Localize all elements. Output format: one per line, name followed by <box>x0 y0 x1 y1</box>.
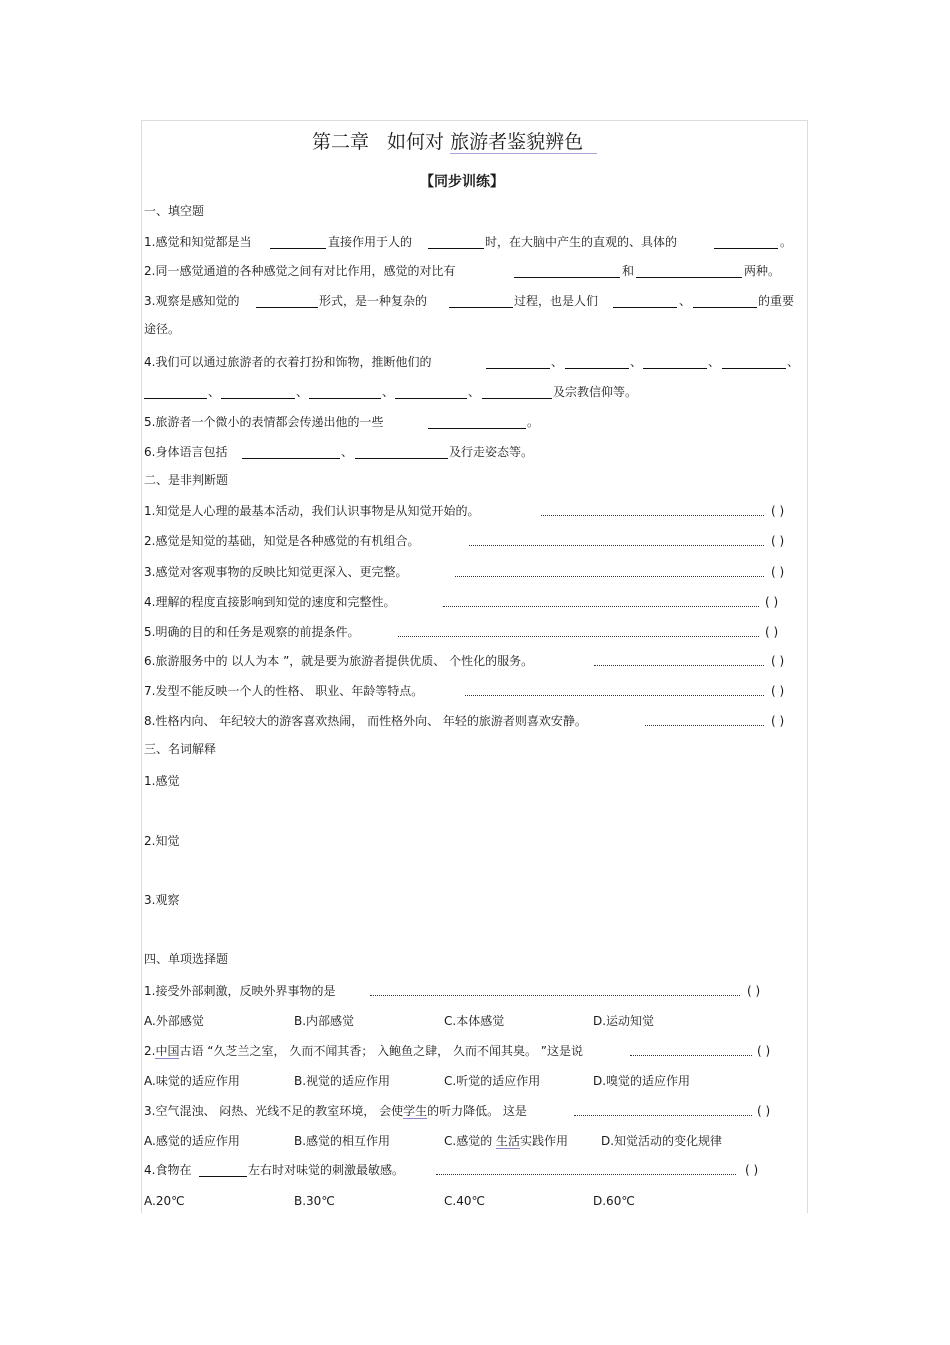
fill-q3-a: 3.观察是感知觉的 <box>144 294 240 308</box>
choice-option[interactable]: A.感觉的适应作用 <box>144 1134 240 1148</box>
answer-parentheses[interactable]: ( ) <box>745 1163 759 1177</box>
fill-q2-c: 两种。 <box>744 264 781 278</box>
answer-blank[interactable] <box>221 398 295 399</box>
answer-blank[interactable] <box>693 307 757 308</box>
choice-option[interactable]: D.嗅觉的适应作用 <box>593 1074 691 1088</box>
judge-item: 4.理解的程度直接影响到知觉的速度和完整性。 <box>144 595 396 609</box>
leader-dots <box>455 576 764 577</box>
chapter-number: 第二章 <box>312 131 370 153</box>
leader-dots <box>469 545 764 546</box>
answer-blank[interactable] <box>565 368 629 369</box>
answer-parentheses[interactable]: ( ) <box>771 684 785 698</box>
judge-item: 7.发型不能反映一个人的性格、 职业、年龄等特点。 <box>144 684 424 698</box>
judge-item: 1.知觉是人心理的最基本活动，我们认识事物是从知觉开始的。 <box>144 504 480 518</box>
choice-option[interactable] <box>444 1133 568 1149</box>
answer-blank[interactable] <box>643 368 707 369</box>
answer-blank[interactable] <box>199 1176 247 1177</box>
fill-q4-sep: 、 <box>382 385 395 399</box>
section-subtitle: 【同步训练】 <box>420 174 504 190</box>
answer-parentheses[interactable]: ( ) <box>771 654 785 668</box>
judge-item: 6.旅游服务中的 以人为本 ”，就是要为旅游者提供优质、 个性化的服务。 <box>144 654 534 668</box>
judge-item: 3.感觉对客观事物的反映比知觉更深入、更完整。 <box>144 565 408 579</box>
fill-q3-e: 的重要 <box>758 294 795 308</box>
fill-q1-a: 1.感觉和知觉都是当 <box>144 235 252 249</box>
section-heading-terms: 三、名词解释 <box>144 742 217 756</box>
choice-q1-stem: 1.接受外部刺激，反映外界事物的是 <box>144 984 336 998</box>
fill-q5-a: 5.旅游者一个微小的表情都会传递出他的一些 <box>144 415 384 429</box>
leader-dots <box>370 995 740 996</box>
choice-option[interactable]: D.60℃ <box>593 1194 635 1208</box>
judge-item: 2.感觉是知觉的基础，知觉是各种感觉的有机组合。 <box>144 534 420 548</box>
section-heading-choice: 四、单项选择题 <box>144 952 229 966</box>
choice-option[interactable]: C.本体感觉 <box>444 1014 505 1028</box>
fill-q1-d: 。 <box>780 235 793 249</box>
title-part: 如何对 <box>387 131 445 153</box>
answer-blank[interactable] <box>486 368 550 369</box>
choice-option[interactable]: B.感觉的相互作用 <box>294 1134 391 1148</box>
option-text: C.感觉的 <box>444 1134 493 1148</box>
fill-q6-a: 6.身体语言包括 <box>144 445 228 459</box>
section-heading-fill: 一、填空题 <box>144 204 205 218</box>
answer-blank[interactable] <box>613 307 677 308</box>
choice-q3-stem <box>144 1103 527 1119</box>
choice-option[interactable]: C.40℃ <box>444 1194 485 1208</box>
answer-parentheses[interactable]: ( ) <box>771 714 785 728</box>
fill-q4-sep: 、 <box>787 355 800 369</box>
fill-q3-c: 过程，也是人们 <box>514 294 599 308</box>
term-item: 1.感觉 <box>144 774 180 788</box>
question-text: 古语 “久芝兰之室， 久而不闻其香； 入鲍鱼之肆， 久而不闻其臭。 ”这是说 <box>179 1044 583 1058</box>
answer-blank[interactable] <box>636 277 742 278</box>
fill-q3-b: 形式，是一种复杂的 <box>319 294 428 308</box>
leader-dots <box>594 665 764 666</box>
fill-q4-sep: 、 <box>468 385 481 399</box>
leader-dots <box>541 515 764 516</box>
answer-parentheses[interactable]: ( ) <box>765 625 779 639</box>
section-heading-judge: 二、是非判断题 <box>144 473 229 487</box>
answer-blank[interactable] <box>256 307 318 308</box>
answer-parentheses[interactable]: ( ) <box>757 1104 771 1118</box>
fill-q4-end: 及宗教信仰等。 <box>553 385 638 399</box>
answer-blank[interactable] <box>355 458 448 459</box>
fill-q4-sep: 、 <box>708 355 721 369</box>
leader-dots <box>645 725 764 726</box>
fill-q5-b: 。 <box>527 415 540 429</box>
answer-blank[interactable] <box>428 428 526 429</box>
chapter-title <box>312 130 597 154</box>
choice-q4-a: 4.食物在 <box>144 1163 192 1177</box>
leader-dots <box>398 636 759 637</box>
choice-option[interactable]: A.外部感觉 <box>144 1014 204 1028</box>
fill-q4-a: 4.我们可以通过旅游者的衣着打扮和饰物，推断他们的 <box>144 355 432 369</box>
fill-q3-sep: 、 <box>679 294 692 308</box>
leader-dots <box>630 1055 752 1056</box>
fill-q3-f: 途径。 <box>144 322 181 336</box>
answer-blank[interactable] <box>722 368 786 369</box>
fill-q2-b: 和 <box>622 264 635 278</box>
fill-q4-sep: 、 <box>630 355 643 369</box>
judge-item: 8.性格内向、 年纪较大的游客喜欢热闹， 而性格外向、 年轻的旅游者则喜欢安静。 <box>144 714 587 728</box>
fill-q1-c: 时，在大脑中产生的直观的、具体的 <box>485 235 678 249</box>
leader-dots <box>574 1115 752 1116</box>
choice-option[interactable]: B.内部感觉 <box>294 1014 355 1028</box>
answer-parentheses[interactable]: ( ) <box>771 534 785 548</box>
fill-q1-b: 直接作用于人的 <box>328 235 413 249</box>
fill-q2-a: 2.同一感觉通道的各种感觉之间有对比作用，感觉的对比有 <box>144 264 456 278</box>
answer-blank[interactable] <box>144 398 207 399</box>
underlined-word: 中国 <box>155 1044 180 1058</box>
answer-parentheses[interactable]: ( ) <box>747 984 761 998</box>
leader-dots <box>443 606 759 607</box>
fill-q4-sep: 、 <box>208 385 221 399</box>
question-number: 2. <box>144 1044 156 1058</box>
option-text: 实践作用 <box>520 1134 569 1148</box>
choice-q2-stem <box>144 1043 583 1059</box>
fill-q4-sep: 、 <box>551 355 564 369</box>
fill-q6-c: 及行走姿态等。 <box>449 445 534 459</box>
answer-blank[interactable] <box>309 398 381 399</box>
choice-option[interactable]: B.30℃ <box>294 1194 335 1208</box>
answer-blank[interactable] <box>514 277 620 278</box>
term-item: 2.知觉 <box>144 834 180 848</box>
underlined-word: 生活 <box>496 1134 521 1148</box>
title-underlined: 旅游者鉴貌辨色 <box>450 131 597 154</box>
answer-blank[interactable] <box>395 398 467 399</box>
answer-parentheses[interactable]: ( ) <box>765 595 779 609</box>
answer-parentheses[interactable]: ( ) <box>771 504 785 518</box>
choice-option[interactable]: B.视觉的适应作用 <box>294 1074 391 1088</box>
underlined-word: 学生 <box>403 1104 428 1118</box>
answer-blank[interactable] <box>428 248 484 249</box>
term-item: 3.观察 <box>144 893 180 907</box>
choice-option[interactable]: A.20℃ <box>144 1194 185 1208</box>
judge-item: 5.明确的目的和任务是观察的前提条件。 <box>144 625 360 639</box>
fill-q4-sep: 、 <box>296 385 309 399</box>
leader-dots <box>436 1174 736 1175</box>
question-text: 3.空气混浊、 闷热、光线不足的教室环境， 会使 <box>144 1104 404 1118</box>
choice-option[interactable]: D.知觉活动的变化规律 <box>601 1134 723 1148</box>
choice-option[interactable]: D.运动知觉 <box>593 1014 655 1028</box>
answer-blank[interactable] <box>714 248 778 249</box>
answer-parentheses[interactable]: ( ) <box>757 1044 771 1058</box>
answer-blank[interactable] <box>270 248 326 249</box>
choice-option[interactable]: C.听觉的适应作用 <box>444 1074 541 1088</box>
choice-q4-b: 左右时对味觉的刺激最敏感。 <box>248 1163 405 1177</box>
question-text: 的听力降低。 这是 <box>427 1104 527 1118</box>
answer-blank[interactable] <box>449 307 513 308</box>
choice-option[interactable]: A.味觉的适应作用 <box>144 1074 240 1088</box>
answer-blank[interactable] <box>482 398 552 399</box>
fill-q6-b: 、 <box>341 445 354 459</box>
answer-parentheses[interactable]: ( ) <box>771 565 785 579</box>
answer-blank[interactable] <box>242 458 340 459</box>
leader-dots <box>465 695 764 696</box>
